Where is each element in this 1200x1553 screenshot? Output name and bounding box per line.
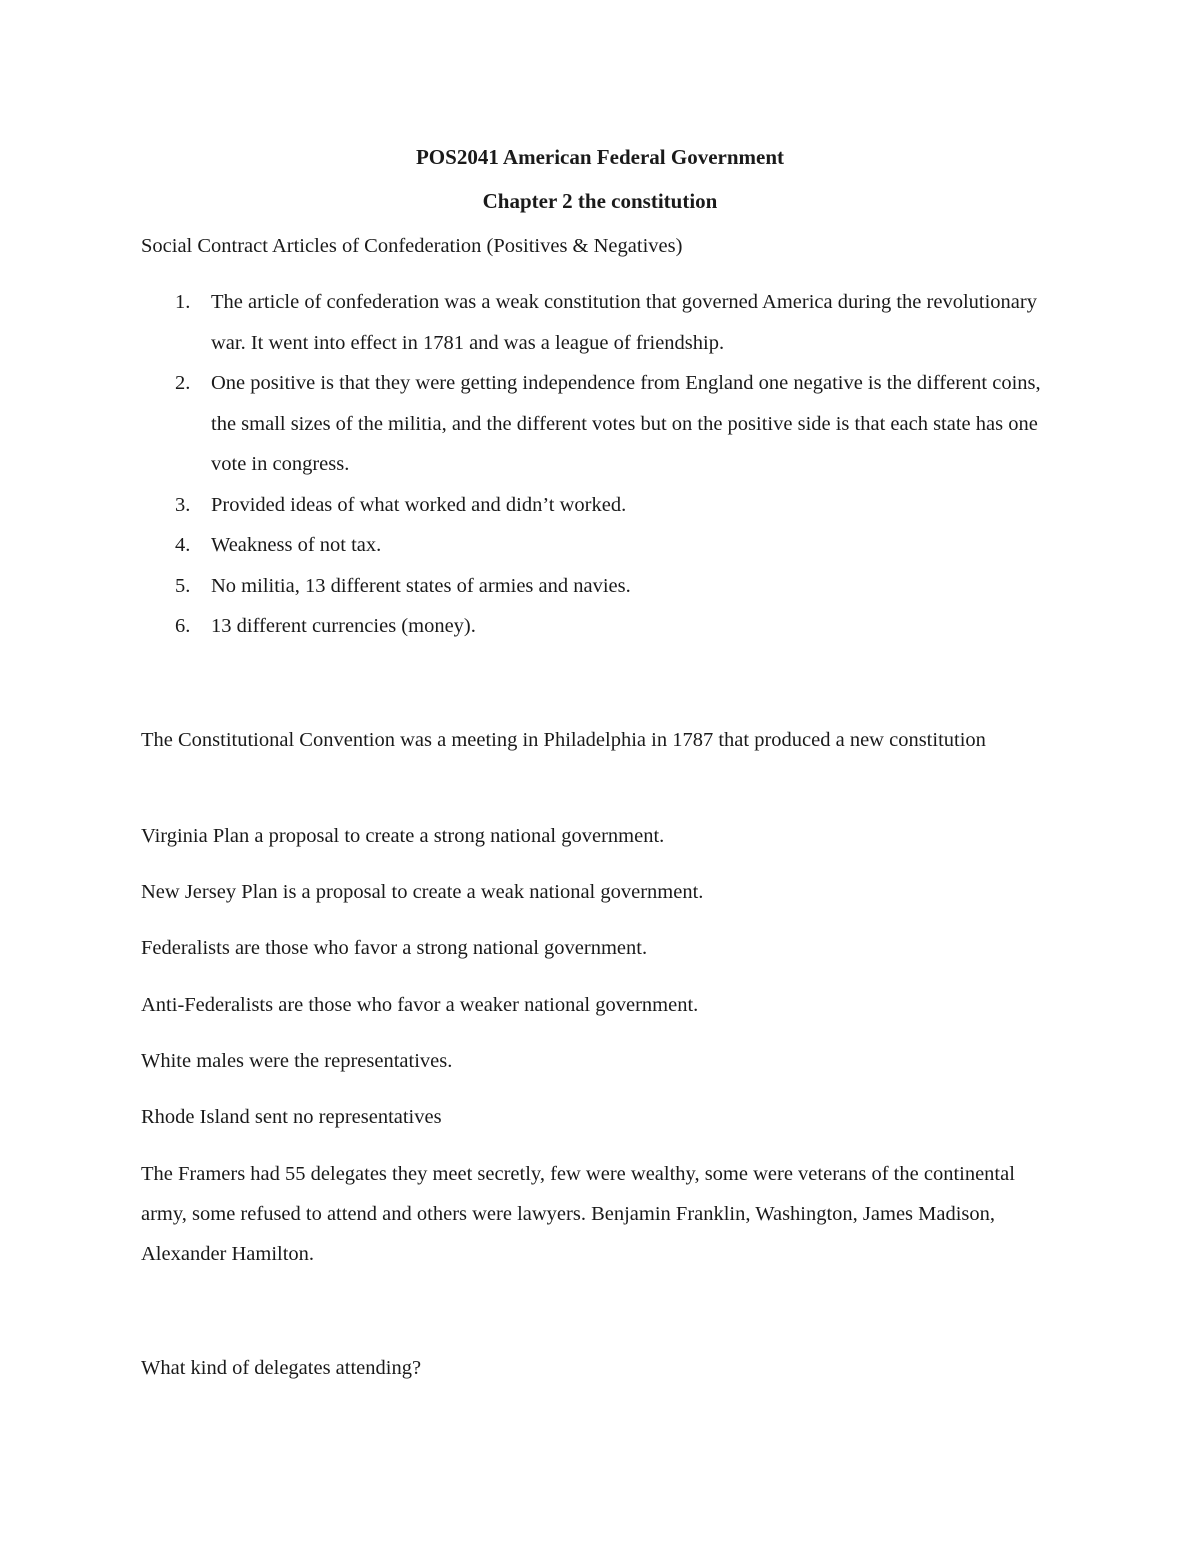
list-number: 1.	[175, 291, 191, 313]
anti-federalists-paragraph: Anti-Federalists are those who favor a weaker national government.	[141, 994, 699, 1016]
list-item	[141, 525, 1061, 566]
rhode-island-paragraph: Rhode Island sent no representatives	[141, 1106, 442, 1128]
list-item-text: 13 different currencies (money).	[211, 615, 476, 637]
numbered-list	[141, 282, 1061, 647]
list-item	[141, 485, 1061, 526]
list-number: 6.	[175, 615, 191, 637]
intro-line: Social Contract Articles of Confederation (Positives & Negatives)	[141, 235, 683, 257]
list-number: 2.	[175, 372, 191, 394]
list-item-text: Provided ideas of what worked and didn’t worked.	[211, 493, 627, 516]
list-item-text: The article of confederation was a weak constitution that governed America during the revolutionary war. It went into effect in 1781 and was a league of friendship.	[211, 291, 1037, 354]
chapter-subtitle: Chapter 2 the constitution	[482, 189, 718, 213]
list-item	[141, 363, 1061, 485]
white-males-paragraph: White males were the representatives.	[141, 1050, 453, 1072]
framers-paragraph: The Framers had 55 delegates they meet secretly, few were wealthy, some were veterans of the continental army, some refused to attend and others were lawyers. Benjamin Franklin, Washington, James Madison, Alexander Hamilton.	[141, 1163, 1015, 1265]
virginia-plan-paragraph: Virginia Plan a proposal to create a strong national government.	[141, 825, 665, 847]
document-title: POS2041 American Federal Government	[415, 145, 784, 169]
convention-paragraph: The Constitutional Convention was a meeting in Philadelphia in 1787 that produced a new constitution	[141, 729, 986, 751]
list-number: 3.	[175, 493, 191, 516]
list-number: 4.	[175, 534, 191, 556]
list-item-text: One positive is that they were getting independence from England one negative is the different coins, the small sizes of the militia, and the different votes but on the positive side is that each state has one vote in congress.	[211, 372, 1041, 475]
federalists-paragraph: Federalists are those who favor a strong national government.	[141, 937, 648, 959]
list-item	[141, 282, 1061, 363]
list-item-text: Weakness of not tax.	[211, 534, 382, 556]
question-paragraph: What kind of delegates attending?	[141, 1357, 422, 1379]
list-item-text: No militia, 13 different states of armies and navies.	[211, 574, 631, 597]
list-number: 5.	[175, 574, 191, 597]
new-jersey-plan-paragraph: New Jersey Plan is a proposal to create a weak national government.	[141, 881, 704, 903]
list-item	[141, 606, 1061, 647]
list-item	[141, 566, 1061, 607]
